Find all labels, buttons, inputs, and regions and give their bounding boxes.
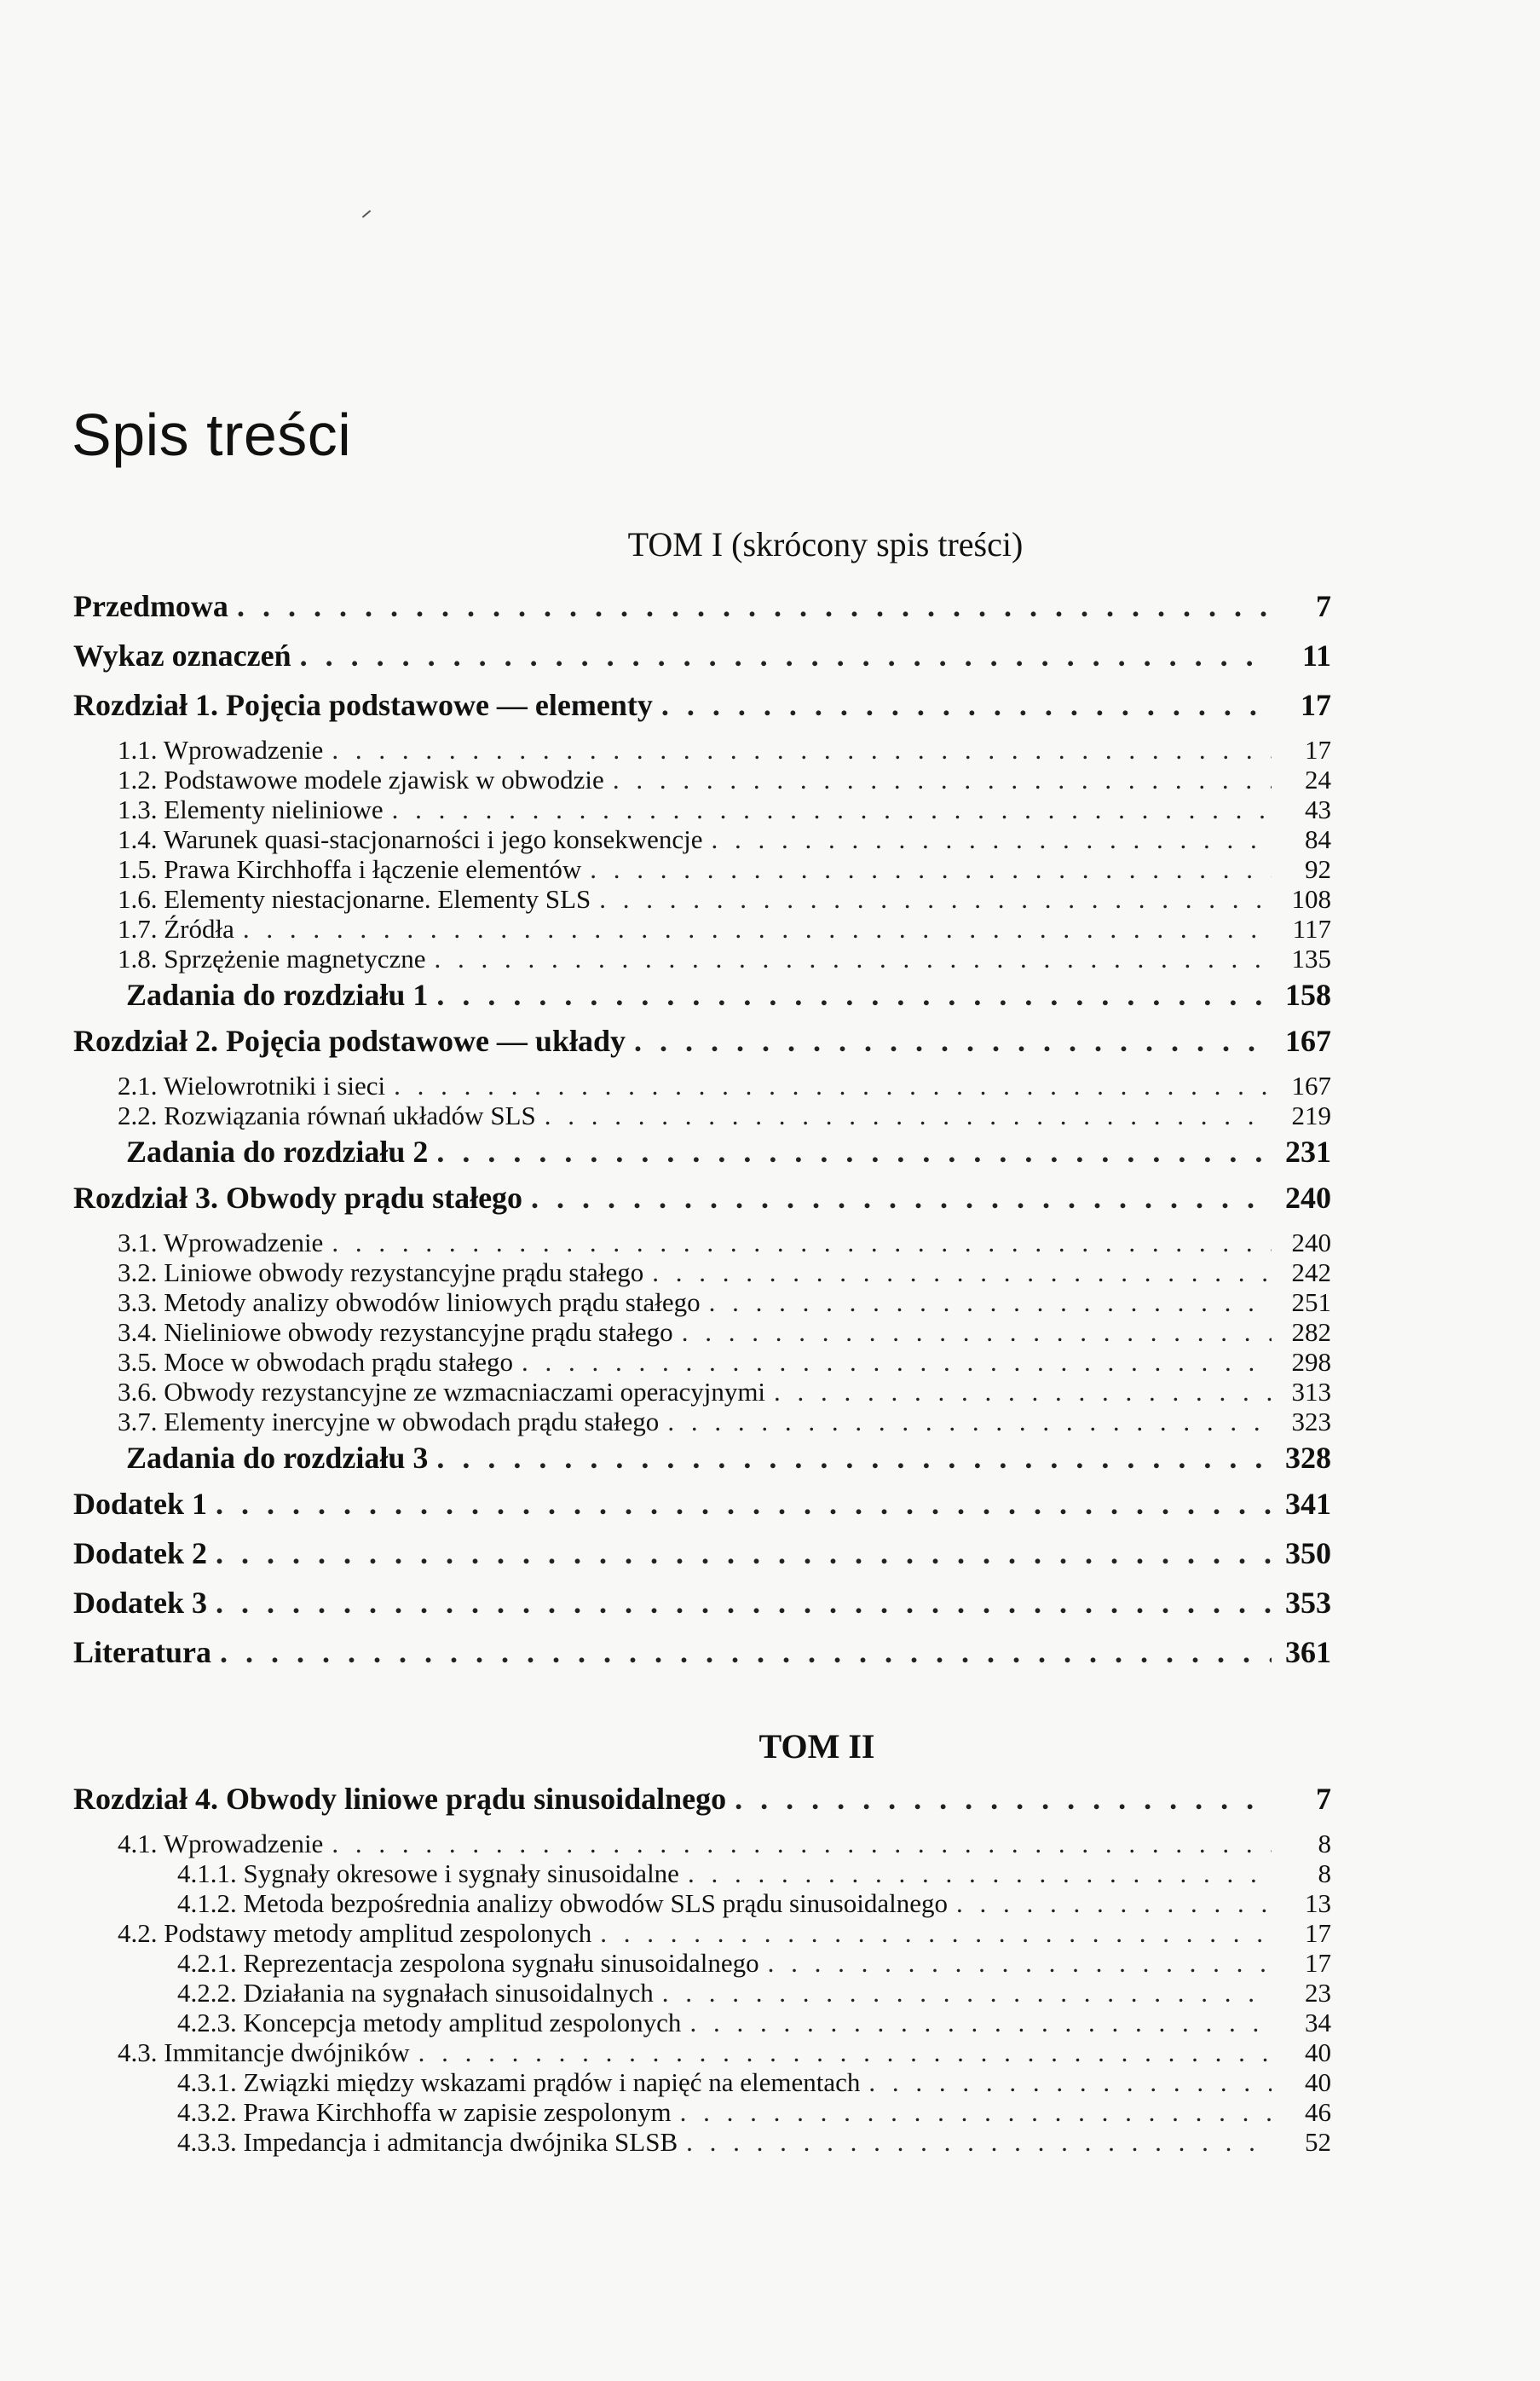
toc-entry-label: 4.2.1. Reprezentacja zespolona sygnału sinusoidalnego bbox=[177, 1948, 759, 1978]
toc-entry-page: 23 bbox=[1305, 1978, 1331, 2008]
toc-entry-label: 3.7. Elementy inercyjne w obwodach prądu stałego bbox=[118, 1407, 660, 1436]
toc-entry bbox=[73, 944, 1331, 974]
toc-entry bbox=[73, 854, 1331, 884]
toc-entry-label: Zadania do rozdziału 1 bbox=[126, 978, 429, 1012]
dot-leader bbox=[332, 1228, 1272, 1258]
toc-entry bbox=[73, 1858, 1331, 1888]
dot-leader bbox=[216, 1486, 1272, 1522]
toc-entry-page: 40 bbox=[1305, 2037, 1331, 2067]
toc-entry bbox=[73, 795, 1331, 824]
toc-entry-page: 323 bbox=[1291, 1407, 1331, 1436]
dot-leader bbox=[768, 1948, 1272, 1979]
toc-entry bbox=[73, 1101, 1331, 1130]
toc-entry bbox=[73, 914, 1331, 944]
dot-leader bbox=[220, 1634, 1272, 1670]
toc-entry-label: 3.3. Metody analizy obwodów liniowych prądu stałego bbox=[118, 1287, 701, 1317]
dot-leader bbox=[522, 1347, 1272, 1378]
dot-leader bbox=[436, 1134, 1272, 1170]
toc-entry bbox=[73, 1781, 1331, 1829]
dot-leader bbox=[661, 687, 1272, 723]
toc-entry-page: 46 bbox=[1305, 2097, 1331, 2127]
toc-entry bbox=[73, 1829, 1331, 1858]
toc-entry-page: 242 bbox=[1291, 1257, 1331, 1287]
volume-2-heading: TOM II bbox=[758, 1727, 875, 1766]
dot-leader bbox=[688, 1858, 1272, 1889]
toc-entry-label: 4.3. Immitancje dwójników bbox=[118, 2037, 410, 2067]
toc-entry-label: 4.3.3. Impedancja i admitancja dwójnika SLSB bbox=[177, 2127, 678, 2157]
toc-entry-label: Rozdział 2. Pojęcia podstawowe — układy bbox=[73, 1024, 626, 1058]
dot-leader bbox=[436, 977, 1272, 1013]
toc-entry bbox=[73, 2127, 1331, 2157]
toc-entry-page: 17 bbox=[1305, 735, 1331, 765]
toc-entry-page: 52 bbox=[1305, 2127, 1331, 2157]
toc-entry bbox=[73, 1377, 1331, 1407]
dot-leader bbox=[956, 1888, 1272, 1919]
toc-entry-page: 40 bbox=[1305, 2067, 1331, 2097]
dot-leader bbox=[243, 914, 1272, 945]
toc-entry-page: 7 bbox=[1316, 589, 1331, 623]
toc-entry-page: 43 bbox=[1305, 795, 1331, 824]
toc-entry-page: 84 bbox=[1305, 824, 1331, 854]
toc-entry-page: 92 bbox=[1305, 854, 1331, 884]
dot-leader bbox=[332, 1829, 1272, 1859]
dot-leader bbox=[735, 1781, 1272, 1817]
toc-entry-label: 3.5. Moce w obwodach prądu stałego bbox=[118, 1347, 514, 1377]
toc-entry bbox=[73, 1948, 1331, 1978]
toc-entry bbox=[73, 1535, 1331, 1583]
toc-entry-label: 2.2. Rozwiązania równań układów SLS bbox=[118, 1101, 536, 1130]
toc-entry-label: 4.3.1. Związki między wskazami prądów i napięć na elementach bbox=[177, 2067, 861, 2097]
toc-entry bbox=[73, 1436, 1331, 1484]
toc-entry-page: 13 bbox=[1305, 1888, 1331, 1918]
toc-entry-page: 298 bbox=[1291, 1347, 1331, 1377]
toc-entry-label: 4.2. Podstawy metody amplitud zespolonych bbox=[118, 1918, 592, 1948]
dot-leader bbox=[774, 1377, 1272, 1407]
toc-entry-label: 3.1. Wprowadzenie bbox=[118, 1228, 324, 1257]
toc-entry bbox=[73, 824, 1331, 854]
toc-entry-label: 3.6. Obwody rezystancyjne ze wzmacniaczami operacyjnymi bbox=[118, 1377, 766, 1407]
toc-entry-label: 4.1.2. Metoda bezpośrednia analizy obwodów SLS prądu sinusoidalnego bbox=[177, 1888, 948, 1918]
toc-entry bbox=[73, 1130, 1331, 1178]
toc-entry-label: 1.1. Wprowadzenie bbox=[118, 735, 324, 765]
toc-entry bbox=[73, 1347, 1331, 1377]
dot-leader bbox=[613, 765, 1272, 795]
toc-entry-page: 11 bbox=[1301, 639, 1331, 673]
toc-entry bbox=[73, 2067, 1331, 2097]
dot-leader bbox=[545, 1101, 1272, 1131]
toc-entry-label: 4.3.2. Prawa Kirchhoffa w zapisie zespolonym bbox=[177, 2097, 672, 2127]
toc-entry-label: Dodatek 2 bbox=[73, 1536, 208, 1570]
toc-entry-label: Wykaz oznaczeń bbox=[73, 639, 291, 673]
toc-entry bbox=[73, 2008, 1331, 2037]
dot-leader bbox=[689, 2008, 1272, 2038]
toc-entry-page: 8 bbox=[1318, 1829, 1331, 1858]
dot-leader bbox=[216, 1535, 1272, 1571]
toc-entry-label: Zadania do rozdziału 3 bbox=[126, 1441, 429, 1475]
toc-entry bbox=[73, 735, 1331, 765]
toc-entry bbox=[73, 2097, 1331, 2127]
dot-leader bbox=[216, 1585, 1272, 1621]
toc-entry-page: 167 bbox=[1291, 1071, 1331, 1101]
dot-leader bbox=[392, 795, 1272, 825]
toc-entry-label: 1.7. Źródła bbox=[118, 914, 234, 944]
toc-entry-page: 167 bbox=[1285, 1024, 1331, 1058]
toc-entry bbox=[73, 1918, 1331, 1948]
toc-entry-page: 219 bbox=[1291, 1101, 1331, 1130]
toc-entry-page: 231 bbox=[1285, 1135, 1331, 1169]
toc-entry-page: 282 bbox=[1291, 1317, 1331, 1347]
volume-1-heading: TOM I (skrócony spis treści) bbox=[627, 525, 1024, 563]
toc-entry-page: 341 bbox=[1285, 1487, 1331, 1521]
toc-entry-label: Dodatek 3 bbox=[73, 1586, 208, 1620]
toc-entry-page: 34 bbox=[1305, 2008, 1331, 2037]
toc-entry-label: 1.2. Podstawowe modele zjawisk w obwodzie bbox=[118, 765, 604, 795]
toc-entry-label: 1.5. Prawa Kirchhoffa i łączenie elementów bbox=[118, 854, 582, 884]
toc-entry-label: 3.2. Liniowe obwody rezystancyjne prądu stałego bbox=[118, 1257, 644, 1287]
dot-leader bbox=[300, 638, 1272, 673]
toc-entry bbox=[73, 2037, 1331, 2067]
toc-entry bbox=[73, 588, 1331, 636]
toc-entry bbox=[73, 1228, 1331, 1257]
toc-entry-page: 135 bbox=[1291, 944, 1331, 974]
toc-entry-label: 4.2.3. Koncepcja metody amplitud zespolonych bbox=[177, 2008, 682, 2037]
dot-leader bbox=[531, 1180, 1272, 1216]
toc-entry-label: Literatura bbox=[73, 1635, 211, 1669]
dot-leader bbox=[634, 1023, 1272, 1059]
toc-entry bbox=[73, 1071, 1331, 1101]
toc-entry-page: 17 bbox=[1305, 1948, 1331, 1978]
dot-leader bbox=[711, 824, 1272, 855]
toc-entry-label: Dodatek 1 bbox=[73, 1487, 208, 1521]
dot-leader bbox=[418, 2037, 1272, 2068]
toc-entry bbox=[73, 1257, 1331, 1287]
toc-entry bbox=[73, 884, 1331, 914]
dot-leader bbox=[394, 1071, 1272, 1101]
toc-entry bbox=[73, 1888, 1331, 1918]
toc-entry-label: 1.8. Sprzężenie magnetyczne bbox=[118, 944, 426, 974]
toc-entry-page: 17 bbox=[1305, 1918, 1331, 1948]
toc-entry-label: 1.4. Warunek quasi-stacjonarności i jego konsekwencje bbox=[118, 824, 703, 854]
toc-entry-label: Zadania do rozdziału 2 bbox=[126, 1135, 429, 1169]
dot-leader bbox=[435, 944, 1272, 974]
toc-entry-page: 17 bbox=[1301, 688, 1331, 722]
toc-entry-page: 361 bbox=[1285, 1635, 1331, 1669]
toc-entry bbox=[73, 1023, 1331, 1071]
toc-entry bbox=[73, 1978, 1331, 2008]
toc-entry-label: Rozdział 1. Pojęcia podstawowe — elementy bbox=[73, 688, 653, 722]
dot-leader bbox=[680, 2097, 1272, 2128]
dot-leader bbox=[652, 1257, 1272, 1288]
dot-leader bbox=[237, 588, 1272, 624]
toc-entry bbox=[73, 1585, 1331, 1633]
toc-entry bbox=[73, 974, 1331, 1021]
toc-volume-2 bbox=[73, 1781, 1331, 2157]
toc-entry-label: 4.1. Wprowadzenie bbox=[118, 1829, 324, 1858]
toc-entry-label: 4.2.2. Działania na sygnałach sinusoidalnych bbox=[177, 1978, 654, 2008]
dot-leader bbox=[590, 854, 1272, 885]
toc-entry-label: 1.6. Elementy niestacjonarne. Elementy SLS bbox=[118, 884, 591, 914]
toc-entry-page: 108 bbox=[1291, 884, 1331, 914]
toc-entry bbox=[73, 1407, 1331, 1436]
dot-leader bbox=[667, 1407, 1272, 1437]
toc-entry-label: 2.1. Wielowrotniki i sieci bbox=[118, 1071, 386, 1101]
toc-entry-label: Rozdział 4. Obwody liniowe prądu sinusoidalnego bbox=[73, 1782, 727, 1816]
toc-entry-page: 8 bbox=[1318, 1858, 1331, 1888]
toc-entry-label: 3.4. Nieliniowe obwody rezystancyjne prądu stałego bbox=[118, 1317, 673, 1347]
toc-entry-page: 328 bbox=[1285, 1441, 1331, 1475]
toc-entry-page: 240 bbox=[1291, 1228, 1331, 1257]
dot-leader bbox=[436, 1440, 1272, 1476]
toc-entry-page: 117 bbox=[1292, 914, 1331, 944]
toc-entry-page: 251 bbox=[1291, 1287, 1331, 1317]
dot-leader bbox=[686, 2127, 1272, 2158]
toc-entry-label: Rozdział 3. Obwody prądu stałego bbox=[73, 1181, 523, 1215]
dot-leader bbox=[599, 884, 1272, 915]
toc-entry bbox=[73, 687, 1331, 735]
dot-leader bbox=[662, 1978, 1272, 2008]
toc-entry-page: 158 bbox=[1285, 978, 1331, 1012]
toc-entry-page: 350 bbox=[1285, 1536, 1331, 1570]
dot-leader bbox=[868, 2067, 1272, 2098]
toc-entry-page: 313 bbox=[1291, 1377, 1331, 1407]
toc-entry bbox=[73, 1486, 1331, 1534]
dot-leader bbox=[709, 1287, 1272, 1318]
toc-entry-label: Przedmowa bbox=[73, 589, 228, 623]
page-title: Spis treści bbox=[72, 402, 352, 468]
toc-entry bbox=[73, 765, 1331, 795]
toc-entry-label: 1.3. Elementy nieliniowe bbox=[118, 795, 384, 824]
toc-entry bbox=[73, 638, 1331, 685]
toc-volume-1 bbox=[73, 588, 1331, 1682]
toc-entry bbox=[73, 1634, 1331, 1682]
toc-entry bbox=[73, 1287, 1331, 1317]
dot-leader bbox=[332, 735, 1272, 766]
toc-entry bbox=[73, 1317, 1331, 1347]
stray-mark bbox=[362, 210, 371, 217]
toc-entry-page: 240 bbox=[1285, 1181, 1331, 1215]
dot-leader bbox=[600, 1918, 1272, 1949]
toc-entry-label: 4.1.1. Sygnały okresowe i sygnały sinusoidalne bbox=[177, 1858, 679, 1888]
dot-leader bbox=[682, 1317, 1272, 1348]
toc-entry bbox=[73, 1180, 1331, 1228]
toc-entry-page: 24 bbox=[1305, 765, 1331, 795]
toc-entry-page: 353 bbox=[1285, 1586, 1331, 1620]
toc-entry-page: 7 bbox=[1316, 1782, 1331, 1816]
